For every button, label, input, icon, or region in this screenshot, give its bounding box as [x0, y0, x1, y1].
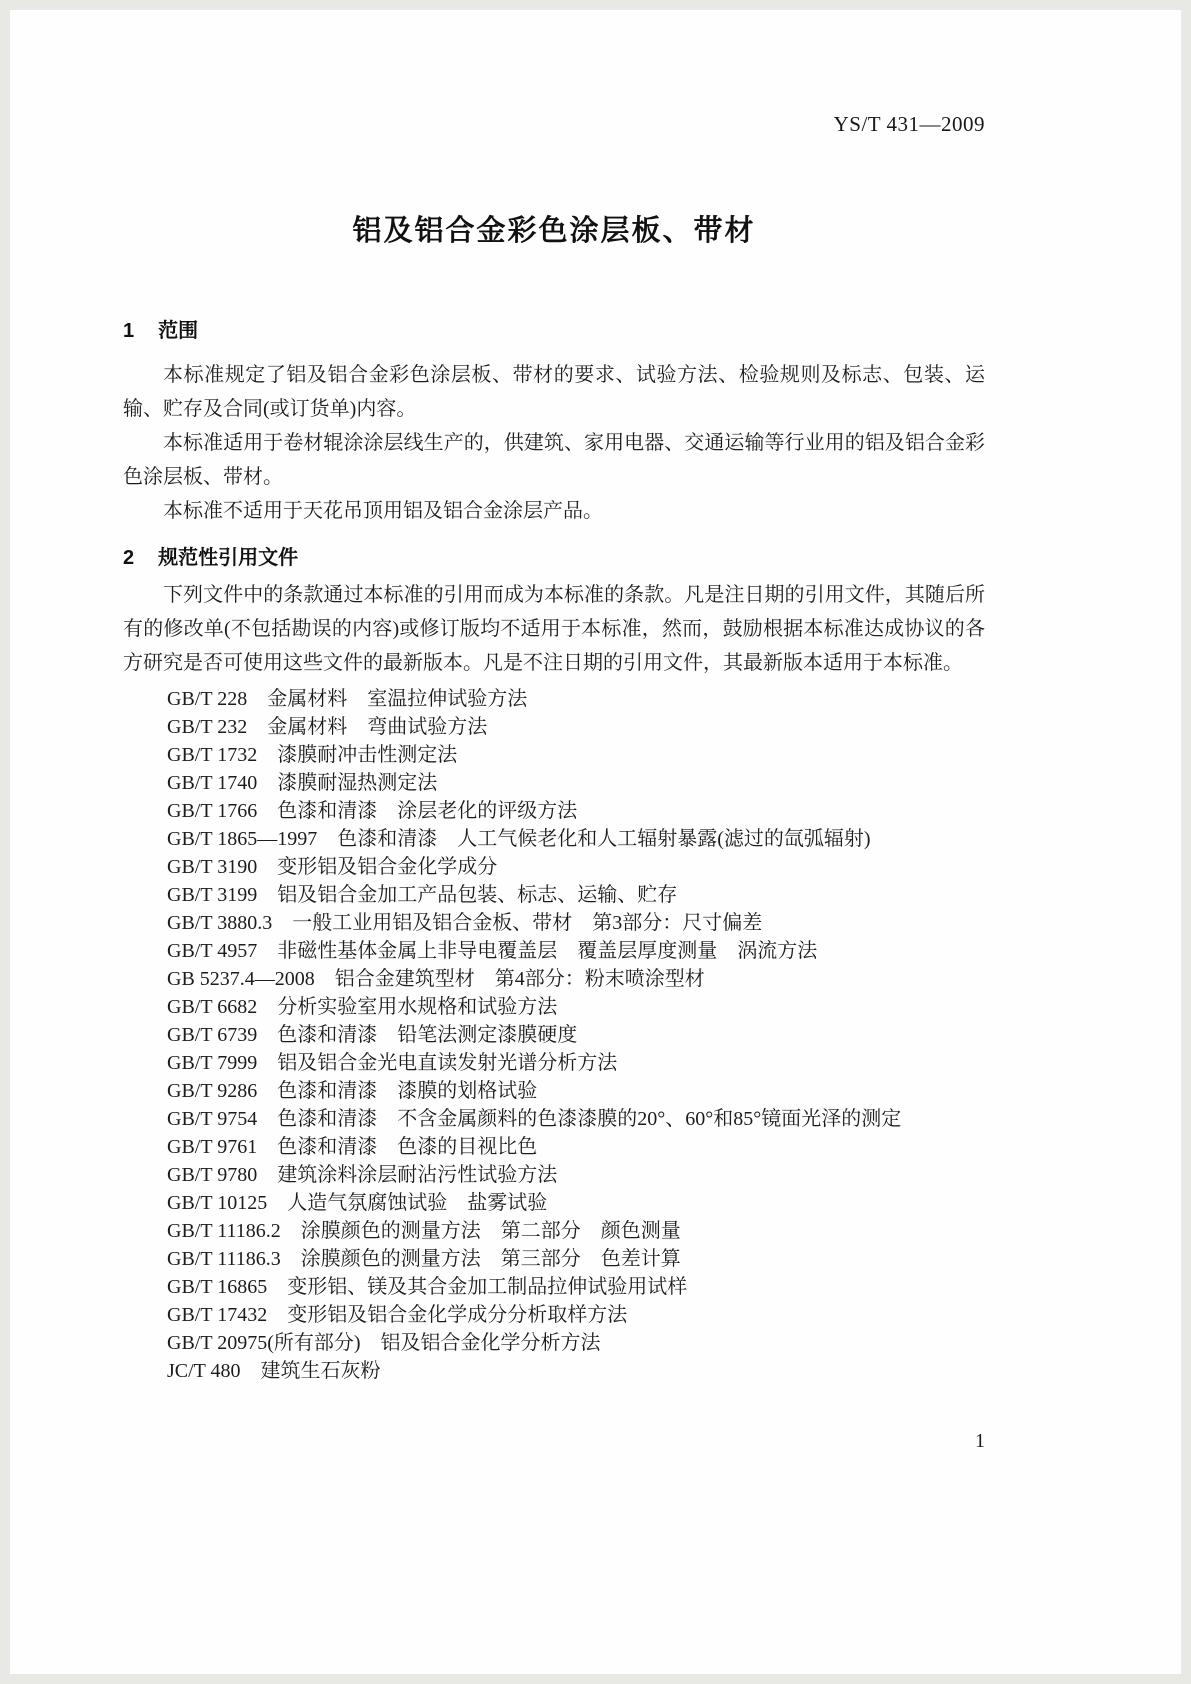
references-list — [123, 685, 985, 1385]
reference-item: GB/T 1740 漆膜耐湿热测定法 — [167, 772, 438, 794]
reference-item: GB/T 4957 非磁性基体金属上非导电覆盖层 覆盖层厚度测量 涡流方法 — [167, 940, 818, 962]
references-intro: 下列文件中的条款通过本标准的引用而成为本标准的条款。凡是注日期的引用文件，其随后所有的修改单(不包括勘误的内容)或修订版均不适用于本标准，然而，鼓励根据本标准达成协议的各方研究是否可使用这些文件的最新版本。凡是不注日期的引用文件，其最新版本适用于本标准。 — [123, 584, 985, 674]
document-content — [123, 10, 985, 1385]
section-heading-references — [123, 544, 985, 572]
section-number: 2 — [123, 547, 135, 569]
page-number: 1 — [975, 1430, 985, 1452]
reference-item: GB/T 6739 色漆和清漆 铅笔法测定漆膜硬度 — [167, 1024, 578, 1046]
reference-item: GB/T 1732 漆膜耐冲击性测定法 — [167, 744, 458, 766]
section-number: 1 — [123, 320, 135, 342]
reference-item: GB/T 17432 变形铝及铝合金化学成分分析取样方法 — [167, 1304, 628, 1326]
section-heading-scope — [123, 317, 985, 345]
reference-item: JC/T 480 建筑生石灰粉 — [167, 1360, 381, 1382]
document-title: 铝及铝合金彩色涂层板、带材 — [352, 215, 756, 247]
reference-item: GB 5237.4—2008 铝合金建筑型材 第4部分：粉末喷涂型材 — [167, 968, 705, 990]
reference-item: GB/T 7999 铝及铝合金光电直读发射光谱分析方法 — [167, 1052, 618, 1074]
document-code: YS/T 431—2009 — [833, 112, 985, 136]
reference-item: GB/T 10125 人造气氛腐蚀试验 盐雾试验 — [167, 1192, 548, 1214]
scope-paragraph: 本标准规定了铝及铝合金彩色涂层板、带材的要求、试验方法、检验规则及标志、包装、运输、贮存及合同(或订货单)内容。 — [123, 364, 985, 420]
reference-item: GB/T 9761 色漆和清漆 色漆的目视比色 — [167, 1136, 538, 1158]
scope-paragraph: 本标准不适用于天花吊顶用铝及铝合金涂层产品。 — [163, 500, 603, 522]
reference-item: GB/T 1865—1997 色漆和清漆 人工气候老化和人工辐射暴露(滤过的氙弧辐射) — [167, 828, 871, 850]
reference-item: GB/T 9780 建筑涂料涂层耐沾污性试验方法 — [167, 1164, 558, 1186]
reference-item: GB/T 3880.3 一般工业用铝及铝合金板、带材 第3部分：尺寸偏差 — [167, 912, 763, 934]
reference-item: GB/T 3199 铝及铝合金加工产品包装、标志、运输、贮存 — [167, 884, 678, 906]
section-title: 范围 — [158, 320, 199, 342]
reference-item: GB/T 232 金属材料 弯曲试验方法 — [167, 716, 488, 738]
reference-item: GB/T 6682 分析实验室用水规格和试验方法 — [167, 996, 558, 1018]
document-page — [10, 10, 1181, 1674]
reference-item: GB/T 11186.3 涂膜颜色的测量方法 第三部分 色差计算 — [167, 1248, 681, 1270]
reference-item: GB/T 3190 变形铝及铝合金化学成分 — [167, 856, 498, 878]
reference-item: GB/T 16865 变形铝、镁及其合金加工制品拉伸试验用试样 — [167, 1276, 688, 1298]
reference-item: GB/T 9286 色漆和清漆 漆膜的划格试验 — [167, 1080, 538, 1102]
reference-item: GB/T 228 金属材料 室温拉伸试验方法 — [167, 688, 528, 710]
reference-item: GB/T 20975(所有部分) 铝及铝合金化学分析方法 — [167, 1332, 601, 1354]
scope-paragraph: 本标准适用于卷材辊涂涂层线生产的，供建筑、家用电器、交通运输等行业用的铝及铝合金彩色涂层板、带材。 — [123, 432, 985, 488]
section-title: 规范性引用文件 — [158, 547, 299, 569]
reference-item: GB/T 11186.2 涂膜颜色的测量方法 第二部分 颜色测量 — [167, 1220, 681, 1242]
reference-item: GB/T 9754 色漆和清漆 不含金属颜料的色漆漆膜的20°、60°和85°镜面光泽的测定 — [167, 1108, 902, 1130]
reference-item: GB/T 1766 色漆和清漆 涂层老化的评级方法 — [167, 800, 578, 822]
